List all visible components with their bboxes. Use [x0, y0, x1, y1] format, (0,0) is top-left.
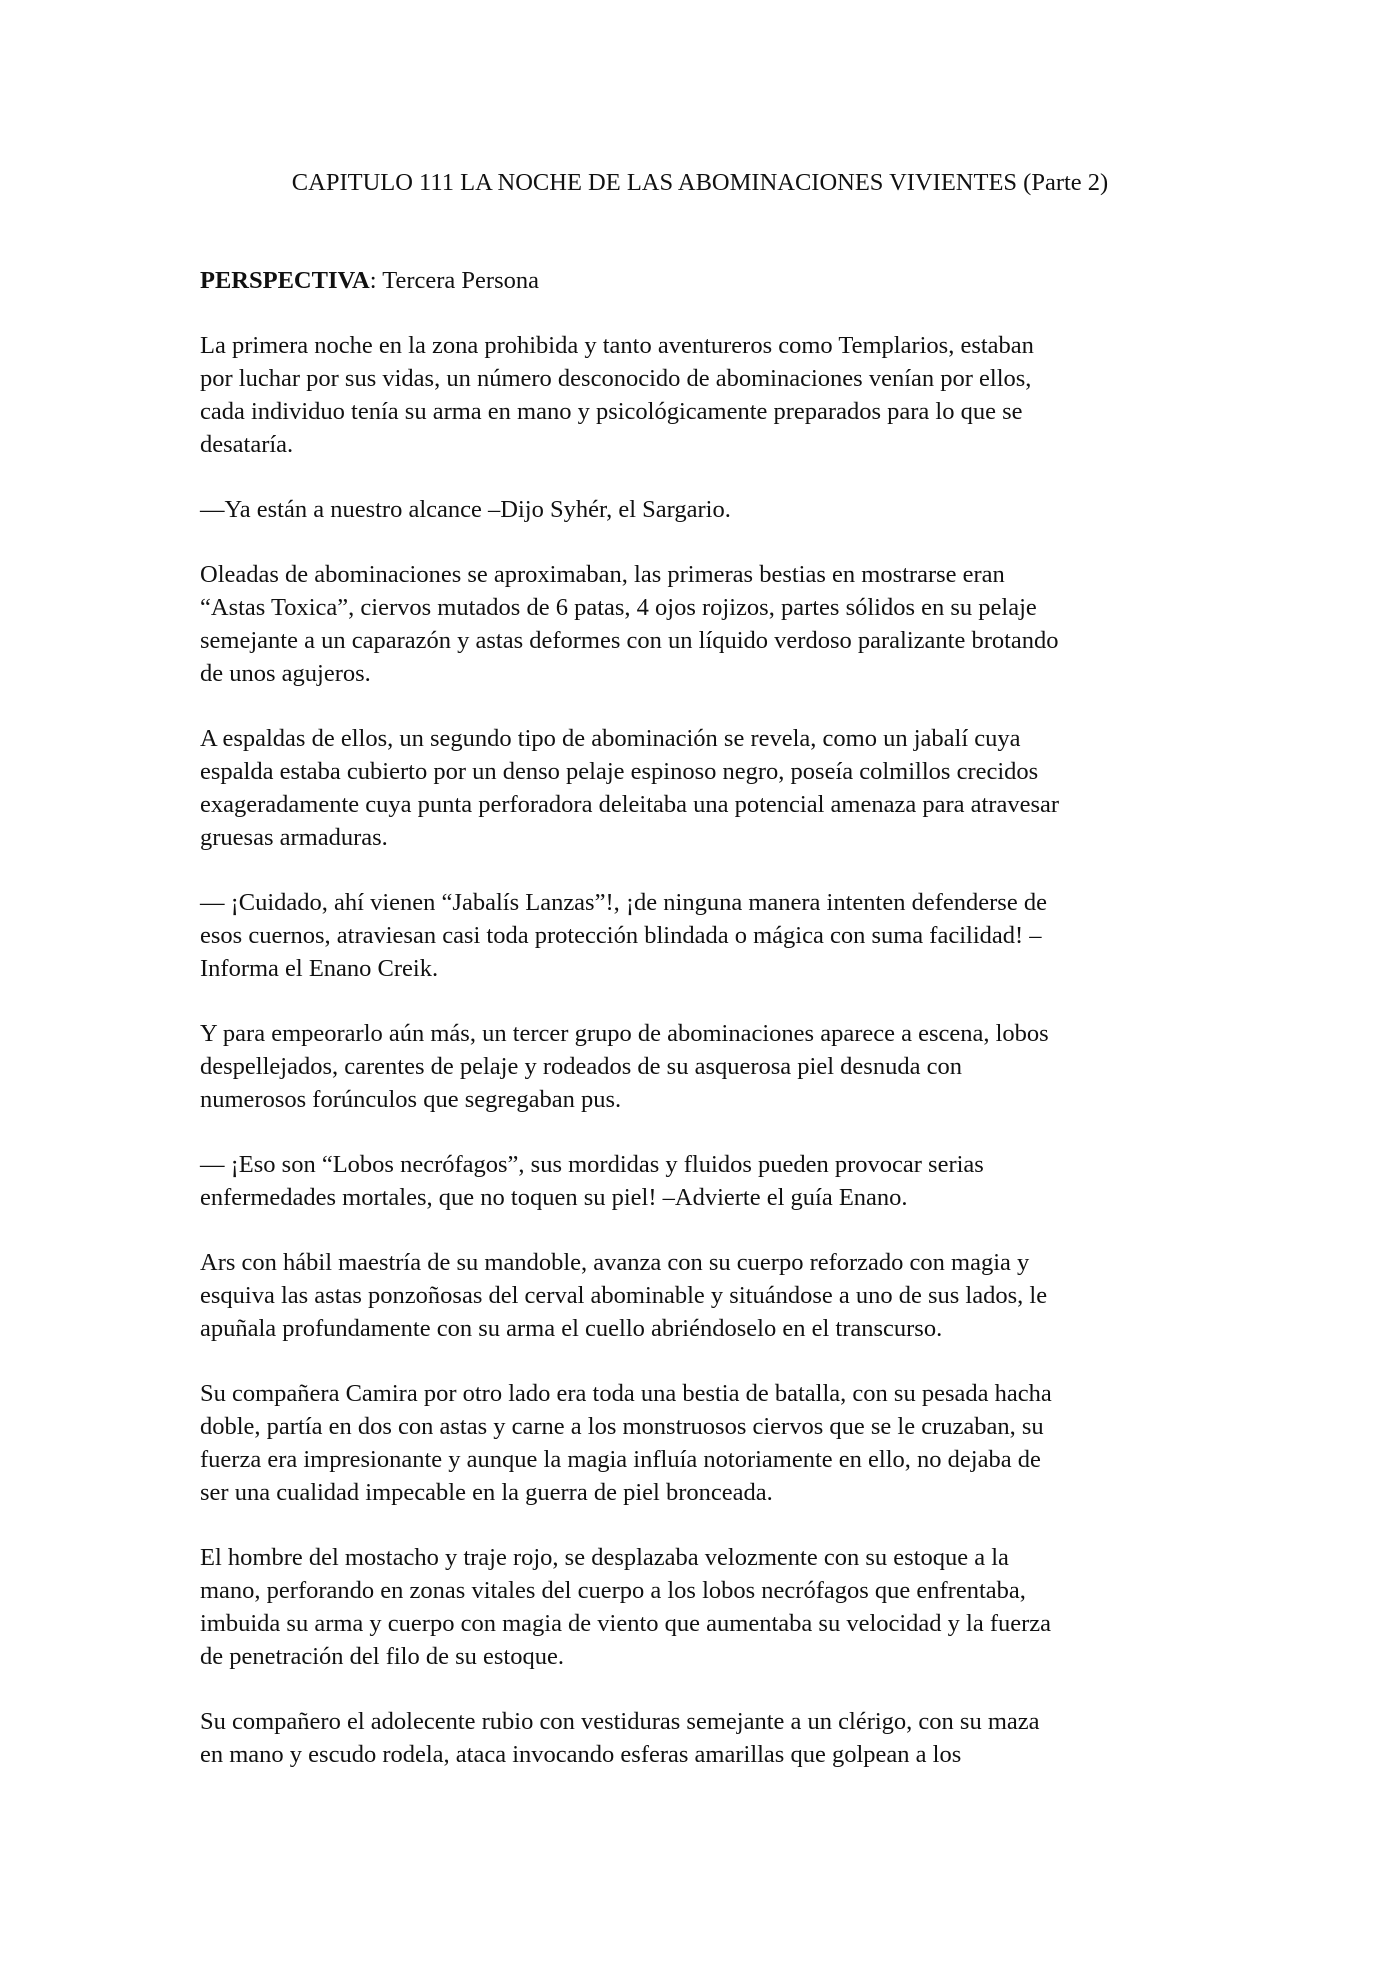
text-line: La primera noche en la zona prohibida y tanto aventureros como Templarios, estaban: [200, 332, 1034, 359]
text-line: en mano y escudo rodela, ataca invocando esferas amarillas que golpean a los: [200, 1741, 962, 1768]
paragraph: [200, 886, 1200, 985]
perspective-value: : Tercera Persona: [369, 267, 539, 294]
text-line: espalda estaba cubierto por un denso pelaje espinoso negro, poseía colmillos crecidos: [200, 758, 1039, 785]
text-line: doble, partía en dos con astas y carne a los monstruosos ciervos que se le cruzaban, su: [200, 1413, 1044, 1440]
text-line: El hombre del mostacho y traje rojo, se desplazaba velozmente con su estoque a la: [200, 1544, 1009, 1571]
text-line: — ¡Cuidado, ahí vienen “Jabalís Lanzas”!, ¡de ninguna manera intenten defenderse de: [200, 889, 1047, 916]
paragraph: [200, 558, 1200, 690]
paragraph: [200, 329, 1200, 461]
text-line: Ars con hábil maestría de su mandoble, avanza con su cuerpo reforzado con magia y: [200, 1249, 1030, 1276]
text-line: esos cuernos, atraviesan casi toda protección blindada o mágica con suma facilidad! –: [200, 922, 1042, 949]
text-line: mano, perforando en zonas vitales del cuerpo a los lobos necrófagos que enfrentaba,: [200, 1577, 1026, 1604]
text-line: despellejados, carentes de pelaje y rodeados de su asquerosa piel desnuda con: [200, 1053, 962, 1080]
text-line: Y para empeorarlo aún más, un tercer grupo de abominaciones aparece a escena, lobos: [200, 1020, 1049, 1047]
text-line: Oleadas de abominaciones se aproximaban, las primeras bestias en mostrarse eran: [200, 561, 1005, 588]
chapter-title: CAPITULO 111 LA NOCHE DE LAS ABOMINACIONES VIVIENTES (Parte 2): [291, 169, 1109, 196]
text-line: imbuida su arma y cuerpo con magia de viento que aumentaba su velocidad y la fuerza: [200, 1610, 1052, 1637]
text-line: Informa el Enano Creik.: [200, 955, 439, 982]
text-line: semejante a un caparazón y astas deformes con un líquido verdoso paralizante brotando: [200, 627, 1059, 654]
perspective-line: [200, 264, 1200, 297]
text-line: ser una cualidad impecable en la guerra de piel bronceada.: [200, 1479, 773, 1506]
text-line: esquiva las astas ponzoñosas del cerval abominable y situándose a uno de sus lados, le: [200, 1282, 1048, 1309]
paragraph: [200, 1017, 1200, 1116]
text-line: Su compañera Camira por otro lado era toda una bestia de batalla, con su pesada hacha: [200, 1380, 1052, 1407]
text-line: de penetración del filo de su estoque.: [200, 1643, 564, 1670]
text-line: Su compañero el adolecente rubio con vestiduras semejante a un clérigo, con su maza: [200, 1708, 1040, 1735]
paragraph: [200, 493, 1200, 526]
text-line: — ¡Eso son “Lobos necrófagos”, sus mordidas y fluidos pueden provocar serias: [200, 1151, 984, 1178]
text-line: cada individuo tenía su arma en mano y psicológicamente preparados para lo que se: [200, 398, 1023, 425]
paragraph: [200, 1705, 1200, 1771]
text-line: “Astas Toxica”, ciervos mutados de 6 patas, 4 ojos rojizos, partes sólidos en su pelaje: [200, 594, 1037, 621]
text-line: numerosos forúnculos que segregaban pus.: [200, 1086, 622, 1113]
paragraph: [200, 1148, 1200, 1214]
text-line: A espaldas de ellos, un segundo tipo de abominación se revela, como un jabalí cuya: [200, 725, 1021, 752]
paragraph: [200, 1377, 1200, 1509]
paragraph: [200, 1246, 1200, 1345]
perspective-label: PERSPECTIVA: [200, 267, 370, 294]
text-line: apuñala profundamente con su arma el cuello abriéndoselo en el transcurso.: [200, 1315, 943, 1342]
text-line: exageradamente cuya punta perforadora deleitaba una potencial amenaza para atravesar: [200, 791, 1060, 818]
text-line: desataría.: [200, 431, 294, 458]
text-line: fuerza era impresionante y aunque la magia influía notoriamente en ello, no dejaba de: [200, 1446, 1041, 1473]
text-line: enfermedades mortales, que no toquen su piel! –Advierte el guía Enano.: [200, 1184, 908, 1211]
text-line: por luchar por sus vidas, un número desconocido de abominaciones venían por ellos,: [200, 365, 1032, 392]
paragraph: [200, 1541, 1200, 1673]
paragraph: [200, 722, 1200, 854]
text-line: —Ya están a nuestro alcance –Dijo Syhér, el Sargario.: [200, 496, 731, 523]
text-line: gruesas armaduras.: [200, 824, 388, 851]
document-body: [200, 264, 1200, 1803]
paragraph-list: [200, 329, 1200, 1771]
text-line: de unos agujeros.: [200, 660, 371, 687]
